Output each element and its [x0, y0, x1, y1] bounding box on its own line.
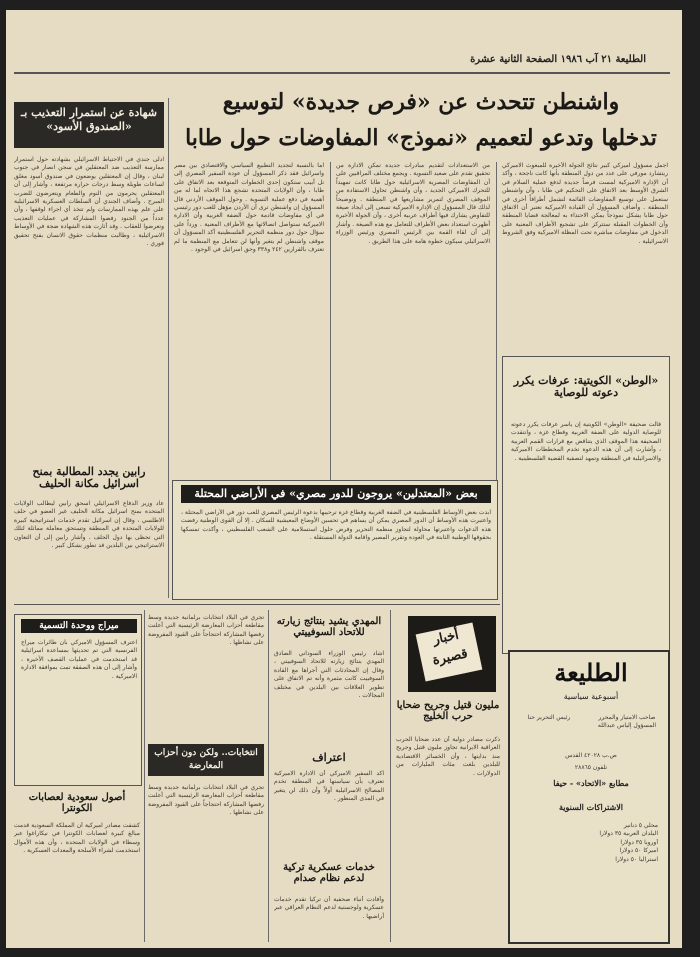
main-story-col-3: اما بالنسبة لتجديد التطبيع السياسي والاقتصادي بين مصر واسرائيل فقد ذكر المسؤول أن عودة السفير المصري إلى تل أبيب ستكون إحدى الخطوات المتوقعة بعد الاتفاق على طابا ، وأن الولايات المتحدة تشجع هذا الاتجاه لما له من أهمية في دفع عملية التسوية . وحول الموقف الأردني قال المسؤول إن واشنطن ترى أن الأردن مؤهل للعب دور رئيسي في أي مفاوضات قادمة حول الضفة الغربية وأن الادارة الاميركية ستواصل اتصالاتها مع الأطراف المعنية . ورداً على سؤال حول دور منظمة التحرير الفلسطينية أكد المسؤول أن موقف واشنطن لم يتغير وأنها لن تتعامل مع المنظمة ما لم تعترف بالقرارين ٢٤٢ و٣٣٨ وحق اسرائيل في الوجود .	[174, 162, 324, 254]
rabin-headline: رابين يجدد المطالبة بمنح اسرائيل مكانة الحليف	[32, 465, 146, 491]
colophon-printer: مطابع «الاتحاد» - حيفا	[553, 778, 629, 788]
elections-headline: انتخابات.. ولكن دون أحزاب المعارضة	[148, 744, 264, 776]
colophon-phone: تلفون ٢٨٨٦٥	[574, 764, 608, 771]
wataniya-box	[502, 356, 670, 654]
subs-row: محلي ٥ دنانير	[623, 822, 658, 829]
subs-row: البلدان العربية ٣٥ دولاراً	[599, 830, 658, 838]
mirage-headline: ميراج ووحدة التسمية	[21, 619, 137, 633]
rabin-body: عاد وزير الدفاع الاسرائيلي اسحق رابين ليطالب الولايات المتحدة بمنح اسرائيل مكانة الحليف غير العضو في حلف الاطلسي ، وقال إن اسرائيل تقدم خدمات استراتيجية كبيرة للولايات المتحدة في المنطقة وتستحق معاملة مماثلة لتلك التي تحظى بها دول الحلف . وأشار رابين إلى أن التعاون الاستراتيجي بين البلدين قد تطور بشكل كبير .	[14, 500, 164, 550]
wataniya-body: قالت صحيفة «الوطن» الكويتية إن ياسر عرفات يكرر دعوته للوصاية الدولية على الضفة الغربية وقطاع غزة ، وانتقدت الصحيفة هذا الموقف الذي يتناقض مع قرارات القمم العربية ، وأشارت إلى أن هذه الدعوة تخدم المخططات الاميركية والاسرائيلية في المنطقة وتمهد لتصفية القضية الفلسطينية .	[511, 421, 661, 462]
colophon-address: ص.ب ٤٢٠٢٨ القدس	[565, 752, 617, 759]
wataniya-headline: «الوطن» الكويتية: عرفات يكرر دعوته للوصاية	[513, 374, 659, 400]
confession-body: اكد السفير الاميركي أن الادارة الاميركية تعترف بأن سياستها في المنطقة تخدم المصالح الاسرائيلية أولاً وأن ذلك لن يتغير في المدى المنظور .	[274, 770, 384, 803]
saudi-headline: أصول سعودية لعصابات الكونترا	[28, 792, 126, 814]
gulf-body: ذكرت مصادر دولية أن عدد ضحايا الحرب العراقية الايرانية تجاوز مليون قتيل وجريح منذ بدايتها ، وأن الخسائر الاقتصادية للبلدين بلغت مئات المليارات من الدولارات .	[396, 736, 500, 777]
colophon-editor: رئيس التحرير حنا	[527, 714, 571, 721]
saudi-body: كشفت مصادر اميركية أن المملكة السعودية قدمت مبالغ كبيرة لعصابات الكونترا في نيكاراغوا عبر وسطاء في الولايات المتحدة ، وأن هذه الأموال استخدمت لشراء الأسلحة والمعدات العسكرية .	[14, 822, 140, 855]
short-news-line-1: أخبار	[431, 627, 461, 648]
colophon-box	[508, 650, 670, 944]
divider	[496, 162, 497, 482]
divider	[144, 610, 145, 942]
short-news-graphic	[408, 616, 496, 692]
section-rule	[14, 604, 500, 605]
colophon-subtitle: أسبوعية سياسية	[563, 692, 619, 701]
colophon-subs	[524, 822, 658, 864]
short-news-inner	[416, 622, 483, 681]
elections-body-2: تجري في البلاد انتخابات برلمانية جديدة وسط مقاطعة أحزاب المعارضة الرئيسية التي أعلنت رفضها المشاركة احتجاجاً على القيود المفروضة على نشاطها .	[148, 784, 264, 817]
divider	[390, 610, 391, 942]
divider	[330, 162, 331, 482]
turkey-body: وأفادت أنباء صحفية أن تركيا تقدم خدمات عسكرية ولوجستية لدعم النظام العراقي عبر أراضيها .	[274, 896, 384, 920]
divider	[168, 98, 169, 598]
main-headline-1: واشنطن تتحدث عن «فرص جديدة» لتوسيع	[222, 89, 620, 115]
main-story-col-2: من الاستعدادات لتقديم مبادرات جديدة تمكن الادارة من تحقيق تقدم على صعيد التسوية . ويجمع مختلف المراقبين على أن المفاوضات المصرية الاسرائيلية حول طابا كانت تمهيداً للتحرك الاميركي الجديد ، وأن واشنطن تحاول الاستفادة من الموقف المصري لتمرير مشاريعها في المنطقة . وتوضيحاً لذلك قال المسؤول إن الإدارة الاميركية تسعى إلى ايجاد صيغة للتفاوض يشارك فيها أطراف عربية أخرى ، وأن الجولة الأخيرة أظهرت استعداد بعض الأطراف للتعامل مع هذه الصيغة . وأشار إلى أن لقاء القمة بين الرئيس المصري ورئيس الوزراء الاسرائيلي سيكون خطوة هامة على هذا الطريق .	[336, 162, 490, 245]
moderates-body: ابدت بعض الأوساط الفلسطينية في الضفة الغربية وقطاع غزة ترحيبها بدعوة الرئيس المصري للعب دور في الأراضي المحتلة ، واعتبرت هذه الأوساط أن الدور المصري يمكن أن يساهم في تحسين الأوضاع المعيشية للسكان . إلا أن القوى الوطنية رفضت هذه الدعوات واعتبرتها محاولة لتجاوز منظمة التحرير وفرض حلول استسلامية على الشعب الفلسطيني ، وأكدت تمسكها بحقوقها الوطنية الثابتة في العودة وتقرير المصير واقامة الدولة المستقلة .	[181, 509, 491, 542]
turkey-headline: خدمات عسكرية تركية لدعم نظام صدام	[283, 862, 375, 884]
masthead-line: الطليعة ٢١ آب ١٩٨٦ الصفحة الثانية عشرة	[470, 54, 646, 65]
subs-row: اميركا ٥٠ دولاراً	[619, 847, 658, 855]
main-headline-2: تدخلها وتدعو لتعميم «نموذج» المفاوضات حول طابا	[185, 125, 657, 151]
page-header	[126, 54, 646, 70]
colophon-logo: الطليعة	[554, 658, 628, 687]
divider	[268, 610, 269, 942]
colophon-owner: صاحب الامتياز والمحرر المسؤول إلياس عبدالله	[597, 714, 657, 730]
testimony-title: شهادة عن استمرار التعذيب بـ «الصندوق الأسود»	[14, 102, 164, 148]
colophon-subs-title: الاشتراكات السنوية	[559, 802, 623, 812]
header-rule	[14, 72, 670, 74]
moderates-headline: بعض «المعتدلين» يروجون للدور مصري» في الأراضي المحتلة	[181, 485, 491, 503]
sudan-body: اشاد رئيس الوزراء السوداني الصادق المهدي بنتائج زيارته للاتحاد السوفييتي ، وقال إن المحادثات التي أجراها مع القادة السوفييت كانت مثمرة وأنه تم الاتفاق على تطوير العلاقات بين البلدين في مختلف المجالات .	[274, 650, 384, 700]
subs-row: استراليا ٥٠ دولاراً	[615, 855, 658, 863]
short-news-line-2: قصيرة	[431, 646, 470, 669]
gulf-headline: مليون قتيل وجريح ضحايا حرب الخليج	[396, 700, 500, 722]
newspaper-page	[6, 10, 682, 948]
moderates-box	[172, 480, 498, 600]
elections-body: تجري في البلاد انتخابات برلمانية جديدة وسط مقاطعة أحزاب المعارضة الرئيسية التي أعلنت رفضها المشاركة احتجاجاً على القيود المفروضة على نشاطها .	[148, 614, 264, 647]
testimony-body: ادلى جندي في الاحتياط الاسرائيلي بشهادته حول استمرار ممارسة التعذيب ضد المعتقلين في سجن انصار في جنوب لبنان ، وقال إن المعتقلين يوضعون في صندوق أسود مغلق لساعات طويلة وسط درجات حرارة مرتفعة ، وأشار إلى أن المعتقلين يحرمون من النوم والطعام ويتعرضون للضرب المبرح . وأضاف الجندي أن السلطات العسكرية الاسرائيلية على علم بهذه الممارسات ولم تتخذ أي اجراء لوقفها ، وأن عدداً من الجنود رفضوا المشاركة في عمليات التعذيب وتعرضوا للعقاب . وقد أثارت هذه الشهادة ضجة في الأوساط الاسرائيلية ، وطالبت منظمات حقوق الانسان بفتح تحقيق فوري .	[14, 156, 164, 248]
sudan-headline: المهدي يشيد بنتائج زيارته للاتحاد السوفييتي	[276, 616, 382, 638]
confession-headline: اعتراف	[312, 751, 346, 764]
mirage-box	[14, 614, 142, 786]
mirage-body: اعترف المسؤول الاميركي بأن طائرات ميراج الفرنسية التي تم تحديثها بمساعدة اسرائيلية قد استخدمت في عمليات القصف الأخيرة ، وأشار إلى أن هذه الصفقة تمت بموافقة الادارة الاميركية .	[21, 639, 137, 680]
main-story-col-1: اجمل مسؤول اميركي كبير نتائج الجولة الأخيرة للمبعوث الاميركي ريتشارد مورفي على عدد من دول المنطقة بأنها كانت ناجحة ، وأكد أن الإدارة الاميركية لمست فرصاً جديدة لدفع عملية السلام في الشرق الأوسط بعد الاتفاق على التحكيم في طابا ، وأن واشنطن ستعمل على توسيع المفاوضات القائمة لتشمل أطرافاً أخرى في المنطقة . وأضاف المسؤول أن القيادة الاميركية تعتبر أن الاتفاق حول طابا يشكل نموذجاً يمكن الاحتذاء به لمعالجة قضايا المنطقة وأن الخطوات المقبلة ستتركز على تشجيع الأطراف المعنية على الدخول في مفاوضات مباشرة تحت المظلة الاميركية وفق الشروط الاسرائيلية .	[502, 162, 668, 245]
subs-row: أوروبا ٣٥ دولاراً	[620, 838, 658, 846]
